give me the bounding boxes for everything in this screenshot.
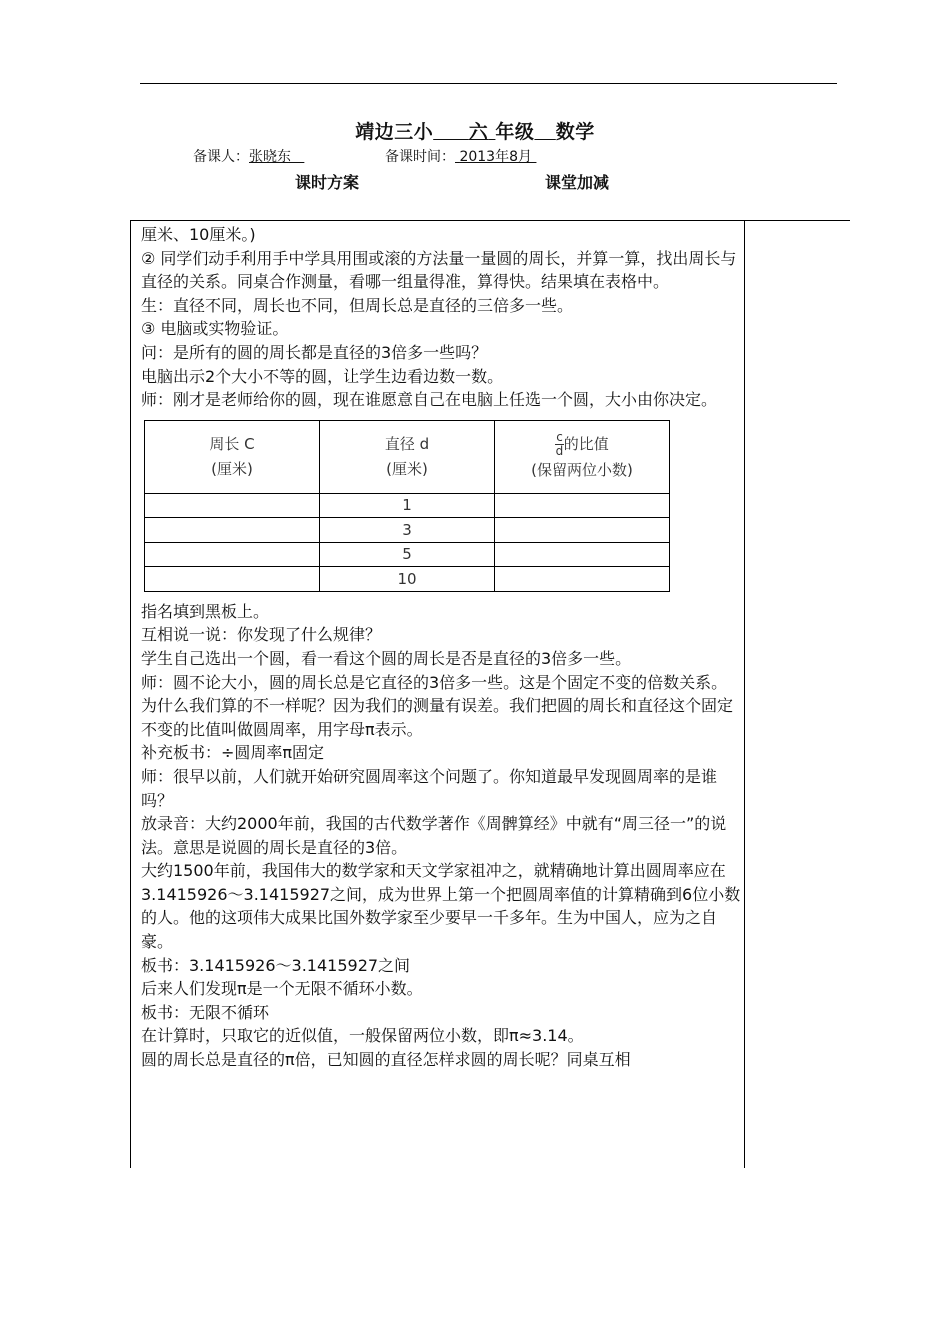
text-line: 圆的周长总是直径的π倍，已知圆的直径怎样求圆的周长呢？同桌互相 [141, 1050, 631, 1070]
text-line: 大约1500年前，我国伟大的数学家和天文学家祖冲之，就精确地计算出圆周率应在3.1415926～3.1415927之间，成为世界上第一个把圆周率值的计算精确到6位小数的人。他的这项伟大成果比国外数学家至少要早一千多年。生为中国人，应为之自豪。 [141, 861, 741, 952]
table-cell [495, 542, 670, 567]
text-line: 厘米、10厘米。) [141, 225, 256, 244]
frame-left-border [130, 220, 131, 1168]
text-line: 电脑出示2个大小不等的圆，让学生边看边数一数。 [141, 366, 504, 386]
text-line: 生：直径不同，周长也不同，但周长总是直径的三倍多一些。 [141, 295, 574, 315]
column-heading-plan: 课时方案 [295, 173, 360, 192]
text-line: 学生自己选出一个圆，看一看这个圆的周长是否是直径的3倍多一些。 [141, 648, 632, 668]
column-heading-adjust: 课堂加减 [545, 173, 610, 192]
table-cell [145, 518, 320, 543]
text-line: ③ 电脑或实物验证。 [141, 319, 289, 339]
table-header-row [145, 420, 670, 493]
table-cell-diameter: 3 [320, 518, 495, 543]
header-diameter: 直径 d (厘米) [320, 420, 495, 493]
frame-top-border [130, 220, 850, 221]
table-cell-diameter: 10 [320, 567, 495, 592]
preparer-name: 张晓东 [249, 149, 291, 165]
school-name: 靖边三小 [355, 121, 434, 143]
text-line: 师：刚才是老师给你的圆，现在谁愿意自己在电脑上任选一个圆，大小由你决定。 [141, 390, 718, 410]
preparer-line [193, 146, 304, 166]
text-line: 互相说一说：你发现了什么规律？ [141, 625, 382, 645]
table-cell-diameter: 5 [320, 542, 495, 567]
grade-value: 六 [468, 121, 489, 143]
table-row [145, 518, 670, 543]
page-title [0, 117, 950, 144]
text-line: 补充板书：÷圆周率π固定 [141, 743, 325, 763]
grade-suffix: 年级 [495, 121, 535, 143]
preparer-label: 备课人： [193, 149, 249, 165]
fraction-c-over-d: $\frac{c}{d}$ [555, 429, 564, 458]
prep-time-line [385, 146, 536, 166]
table-row [145, 542, 670, 567]
text-line: 板书：无限不循环 [141, 1002, 270, 1022]
prep-time-label: 备课时间： [385, 149, 455, 165]
table-cell-diameter: 1 [320, 493, 495, 518]
text-line: 问：是所有的圆的周长都是直径的3倍多一些吗？ [141, 342, 488, 362]
frame-column-divider [744, 220, 745, 1168]
text-line: 在计算时，只取它的近似值，一般保留两位小数，即π≈3.14。 [141, 1026, 584, 1046]
table-row [145, 493, 670, 518]
table-row [145, 567, 670, 592]
table-cell [145, 567, 320, 592]
header-ratio: $\frac{c}{d}$ 的比值 (保留两位小数) [495, 420, 670, 493]
table-cell [495, 518, 670, 543]
table-cell [495, 567, 670, 592]
text-line: 后来人们发现π是一个无限不循环小数。 [141, 979, 423, 999]
text-line: 师：圆不论大小，圆的周长总是它直径的3倍多一些。这是个固定不变的倍数关系。为什么我们算的不一样呢？因为我们的测量有误差。我们把圆的周长和直径这个固定不变的比值叫做圆周率，用字母π表示。 [141, 672, 734, 739]
table-cell [145, 493, 320, 518]
text-line: 指名填到黑板上。 [141, 601, 270, 621]
text-line: 放录音：大约2000年前，我国的古代数学著作《周髀算经》中就有“周三径一”的说法。意思是说圆的周长是直径的3倍。 [141, 814, 727, 857]
circumference-diameter-table [144, 420, 670, 592]
text-line: ② 同学们动手利用手中学具用围或滚的方法量一量圆的周长，并算一算，找出周长与直径的关系。同桌合作测量，看哪一组量得准，算得快。结果填在表格中。 [141, 248, 737, 292]
lesson-plan-body [141, 223, 741, 1072]
table-cell [145, 542, 320, 567]
header-rule [140, 83, 837, 84]
text-line: 师：很早以前，人们就开始研究圆周率这个问题了。你知道最早发现圆周率的是谁吗？ [141, 766, 718, 810]
prep-time-value: 2013年8月 [459, 149, 532, 165]
table-cell [495, 493, 670, 518]
text-line: 板书：3.1415926～3.1415927之间 [141, 955, 411, 975]
subject: 数学 [555, 121, 595, 143]
header-circumference: 周长 C (厘米) [145, 420, 320, 493]
